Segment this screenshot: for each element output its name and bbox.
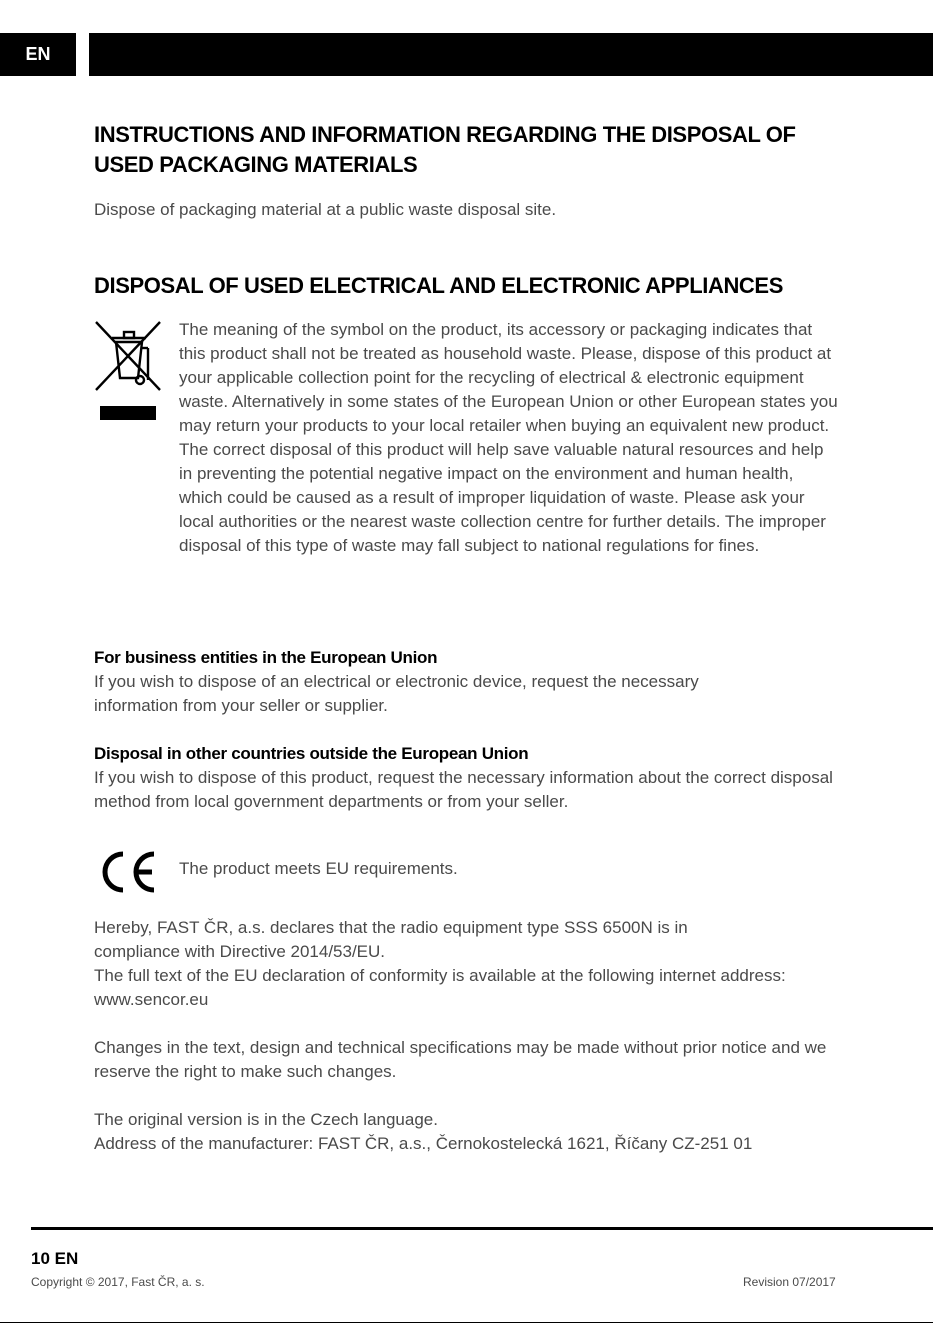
- outside-eu-text: If you wish to dispose of this product, request the necessary information about the correct disposal method from local government departments or from your seller.: [94, 768, 833, 811]
- packaging-disposal-heading: INSTRUCTIONS AND INFORMATION REGARDING THE DISPOSAL OF USED PACKAGING MATERIALS: [94, 122, 796, 177]
- business-entities-text: If you wish to dispose of an electrical or electronic device, request the necessary information from your seller or supplier.: [94, 672, 699, 715]
- outside-eu-heading: Disposal in other countries outside the European Union: [94, 744, 529, 763]
- page-number: 10 EN: [31, 1249, 79, 1268]
- weee-disposal-heading: DISPOSAL OF USED ELECTRICAL AND ELECTRONIC APPLIANCES: [94, 273, 783, 298]
- original-version-text: The original version is in the Czech language.: [94, 1110, 438, 1129]
- footer-rule: [31, 1227, 933, 1230]
- language-tab: EN: [0, 33, 76, 76]
- manufacturer-address-text: Address of the manufacturer: FAST ČR, a.s., Černokostelecká 1621, Říčany CZ-251 01: [94, 1134, 753, 1153]
- ce-compliance-text: The product meets EU requirements.: [179, 859, 458, 878]
- header-bar: [89, 33, 933, 76]
- revision-text: Revision 07/2017: [743, 1275, 836, 1289]
- weee-disposal-text: The meaning of the symbol on the product, its accessory or packaging indicates that this product shall not be treated as household waste. Please, dispose of this product at your applicable collection point for the recycling of electrical & electronic equipment waste. Alternatively in some states of the European Union or other European states you may return your products to your local retailer when buying an equivalent new product. The correct disposal of this product will help save valuable natural resources and help in preventing the potential negative impact on the environment and human health, which could be caused as a result of improper liquidation of waste. Please ask your local authorities or the nearest waste collection centre for further details. The improper disposal of this type of waste may fall subject to national regulations for fines.: [179, 320, 838, 555]
- ce-mark-icon: [98, 850, 158, 894]
- copyright-text: Copyright © 2017, Fast ČR, a. s.: [31, 1275, 205, 1289]
- declaration-url-text: The full text of the EU declaration of conformity is available at the following internet address: www.sencor.eu: [94, 966, 786, 1009]
- declaration-text: Hereby, FAST ČR, a.s. declares that the radio equipment type SSS 6500N is in compliance with Directive 2014/53/EU.: [94, 918, 688, 961]
- crossed-out-wheelie-bin-icon: [94, 320, 162, 424]
- changes-notice-text: Changes in the text, design and technical specifications may be made without prior notice and we reserve the right to make such changes.: [94, 1038, 827, 1081]
- business-entities-heading: For business entities in the European Union: [94, 648, 438, 667]
- page-bottom-rule: [0, 1322, 933, 1323]
- packaging-disposal-text: Dispose of packaging material at a public waste disposal site.: [94, 200, 557, 219]
